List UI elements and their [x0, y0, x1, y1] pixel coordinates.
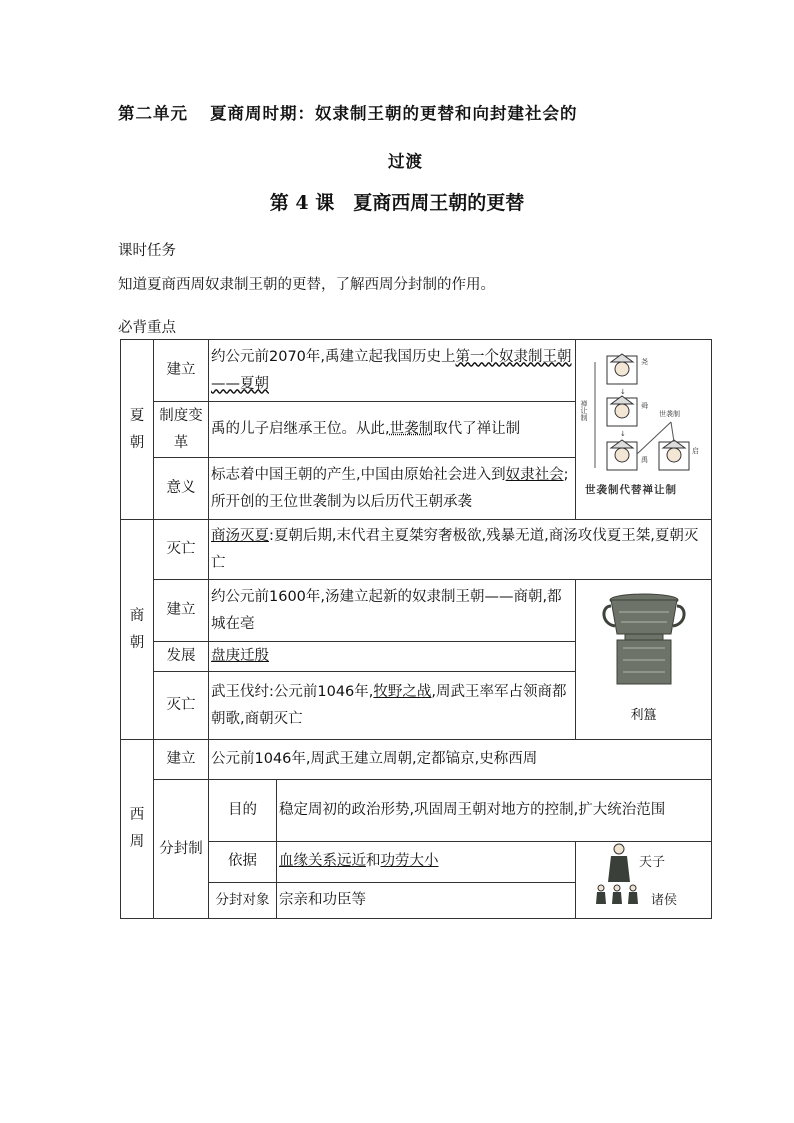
key-points-label: 必背重点: [118, 320, 176, 336]
table-row: [121, 340, 712, 402]
unit-heading: 夏商周时期：奴隶制王朝的更替和向封建社会的: [210, 104, 578, 123]
xizhou-build-text: 公元前1046年,周武王建立周朝,定都镐京,史称西周: [209, 740, 712, 780]
tianzi-label: 天子: [638, 855, 665, 870]
qi-label: 启: [691, 446, 699, 455]
shang-fall-label: 灭亡: [154, 672, 209, 740]
shang-fall-xia-text: 商汤灭夏:夏朝后期,末代君主夏桀穷奢极欲,残暴无道,商汤攻伐夏王桀,夏朝灭亡: [209, 520, 712, 580]
purpose-text: 稳定周初的政治形势,巩固周王朝对地方的控制,扩大统治范围: [277, 780, 712, 842]
target-text: 宗亲和功臣等: [277, 882, 576, 918]
yao-shun-arrow: ↓: [619, 387, 626, 396]
target-label: 分封对象: [209, 882, 277, 918]
key-points-table: [120, 339, 712, 919]
shun-label: 舜: [640, 401, 648, 410]
shang-develop-label: 发展: [154, 642, 209, 672]
table-row: [121, 520, 712, 580]
shang-conquers-xia: 商汤灭夏: [211, 527, 269, 544]
xia-significance-label: 意义: [154, 458, 209, 520]
xia-reform-label: 制度变革: [154, 402, 209, 458]
shang-develop-text: [209, 642, 576, 672]
shang-build-label: 建立: [154, 580, 209, 642]
hereditary-illustration: [576, 340, 712, 520]
merit: 功劳大小: [380, 853, 439, 870]
ligui-caption: 利簋: [630, 708, 657, 723]
tianzi-zhuhou-icon: [589, 842, 699, 908]
xia-build-label: 建立: [154, 340, 209, 402]
task-label: 课时任务: [118, 243, 176, 259]
blood-relation: 血缘关系远近: [279, 853, 366, 870]
xizhou-build-label: 建立: [154, 740, 209, 780]
era-xizhou: 西周: [121, 740, 154, 919]
yao-label: 尧: [640, 357, 648, 366]
shun-yu-arrow: ↓: [619, 429, 626, 438]
unit-number: 第二单元: [118, 104, 188, 123]
hereditary-diagram-icon: [581, 350, 707, 500]
shixi-label: 世袭制: [658, 409, 680, 418]
pangeng-moves: 盘庚迁殷: [211, 648, 269, 664]
fenfeng-label: 分封制: [154, 780, 209, 919]
unit-title: [118, 104, 678, 124]
shang-build-text: 约公元前1600年,汤建立起新的奴隶制王朝——商朝,都城在亳: [209, 580, 576, 642]
hereditary-caption: 世袭制代替禅让制: [584, 483, 677, 496]
basis-label: 依据: [209, 842, 277, 883]
zhuhou-label: 诸侯: [650, 893, 677, 908]
ligui-bronze-icon: [599, 590, 689, 690]
table-row: [121, 842, 712, 883]
xia-build-text: 约公元前2070年,禹建立起我国历史上第一个奴隶制王朝——夏朝: [209, 340, 576, 402]
slave-society: 奴隶社会: [505, 466, 564, 483]
tianzi-illustration: [576, 842, 712, 919]
era-xia: 夏朝: [121, 340, 154, 520]
ligui-illustration: [576, 580, 712, 740]
basis-text: 血缘关系远近和功劳大小: [277, 842, 576, 883]
era-shang: 商朝: [121, 520, 154, 740]
battle-of-muye: 牧野之战: [373, 683, 432, 700]
table-row: [121, 780, 712, 842]
unit-title-line2: 过渡: [388, 152, 423, 171]
purpose-label: 目的: [209, 780, 277, 842]
xia-significance-text: 标志着中国王朝的产生,中国由原始社会进入到奴隶社会;所开创的王位世袭制为以后历代王朝承袭: [209, 458, 576, 520]
table-row: [121, 740, 712, 780]
shanrang-label: 禅让制: [579, 399, 588, 421]
table-row: [121, 580, 712, 642]
hereditary-system: 世袭制: [389, 421, 434, 437]
lesson-title: 第 4 课 夏商西周王朝的更替: [269, 192, 525, 214]
shang-fall-xia-label: 灭亡: [154, 520, 209, 580]
yu-label: 禹: [640, 455, 648, 464]
shang-fall-text: 武王伐纣:公元前1046年,牧野之战,周武王率军占领商都朝歌,商朝灭亡: [209, 672, 576, 740]
task-text: 知道夏商西周奴隶制王朝的更替，了解西周分封制的作用。: [118, 277, 495, 293]
xia-reform-text: 禹的儿子启继承王位。从此,世袭制取代了禅让制: [209, 402, 576, 458]
first-slave-dynasty: 第一个奴隶制王朝——夏朝: [211, 348, 572, 392]
